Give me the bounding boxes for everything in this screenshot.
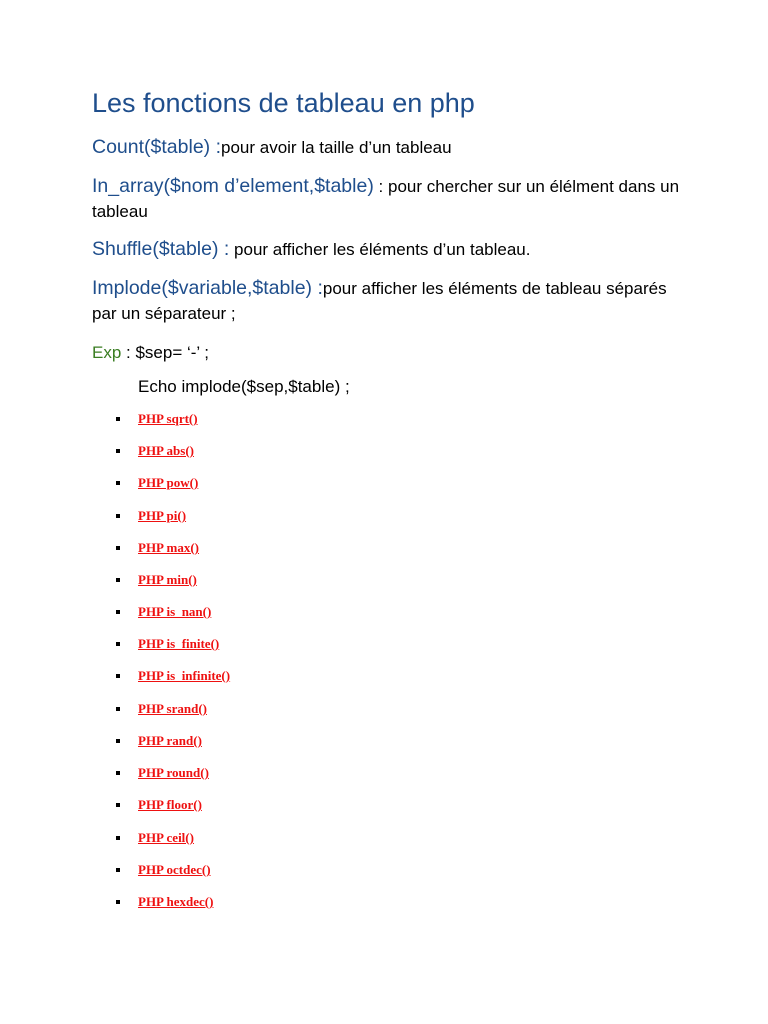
php-function-link[interactable]: PHP is_finite() bbox=[138, 636, 220, 651]
example-code-line-1: : $sep= ‘-’ ; bbox=[121, 343, 210, 362]
list-item bbox=[0, 442, 320, 462]
definition-function-name: Count($table) : bbox=[92, 136, 221, 158]
php-function-link[interactable]: PHP abs() bbox=[138, 443, 194, 458]
definition-shuffle bbox=[92, 237, 692, 262]
square-bullet-icon bbox=[116, 900, 120, 904]
php-function-link[interactable]: PHP min() bbox=[138, 572, 197, 587]
list-item bbox=[0, 603, 320, 623]
square-bullet-icon bbox=[116, 578, 120, 582]
list-item bbox=[0, 410, 320, 430]
list-item bbox=[0, 829, 320, 849]
square-bullet-icon bbox=[116, 771, 120, 775]
php-function-link[interactable]: PHP is_nan() bbox=[138, 604, 212, 619]
definition-implode bbox=[92, 276, 692, 326]
list-item bbox=[0, 861, 320, 881]
list-item bbox=[0, 893, 320, 913]
definition-description: pour afficher les éléments de tableau séparés par un séparateur ; bbox=[92, 279, 667, 323]
square-bullet-icon bbox=[116, 481, 120, 485]
definition-function-name: Implode($variable,$table) : bbox=[92, 277, 323, 299]
php-function-link[interactable]: PHP octdec() bbox=[138, 862, 211, 877]
square-bullet-icon bbox=[116, 868, 120, 872]
list-item bbox=[0, 571, 320, 591]
page-title: Les fonctions de tableau en php bbox=[92, 88, 475, 118]
php-function-link[interactable]: PHP pow() bbox=[138, 475, 199, 490]
square-bullet-icon bbox=[116, 610, 120, 614]
square-bullet-icon bbox=[116, 642, 120, 646]
square-bullet-icon bbox=[116, 739, 120, 743]
definition-description: : pour chercher sur un élélment dans un tableau bbox=[92, 177, 680, 221]
php-function-link[interactable]: PHP pi() bbox=[138, 508, 187, 523]
php-function-link[interactable]: PHP floor() bbox=[138, 797, 202, 812]
php-function-link[interactable]: PHP srand() bbox=[138, 701, 207, 716]
square-bullet-icon bbox=[116, 803, 120, 807]
square-bullet-icon bbox=[116, 449, 120, 453]
list-item bbox=[0, 507, 320, 527]
example-line bbox=[92, 341, 209, 365]
php-function-link[interactable]: PHP sqrt() bbox=[138, 411, 198, 426]
list-item bbox=[0, 635, 320, 655]
example-code-line-2: Echo implode($sep,$table) ; bbox=[138, 377, 350, 396]
square-bullet-icon bbox=[116, 674, 120, 678]
square-bullet-icon bbox=[116, 836, 120, 840]
list-item bbox=[0, 700, 320, 720]
definition-count bbox=[92, 135, 692, 160]
definition-in-array bbox=[92, 174, 692, 224]
definition-function-name: In_array($nom d’element,$table) bbox=[92, 175, 374, 197]
definition-function-name: Shuffle($table) : bbox=[92, 238, 230, 260]
definition-description: pour afficher les éléments d’un tableau. bbox=[229, 240, 531, 259]
php-function-link[interactable]: PHP hexdec() bbox=[138, 894, 214, 909]
php-function-link[interactable]: PHP is_infinite() bbox=[138, 668, 231, 683]
list-item bbox=[0, 796, 320, 816]
list-item bbox=[0, 474, 320, 494]
example-label: Exp bbox=[92, 343, 122, 362]
list-item bbox=[0, 732, 320, 752]
square-bullet-icon bbox=[116, 546, 120, 550]
list-item bbox=[0, 667, 320, 687]
php-function-link[interactable]: PHP rand() bbox=[138, 733, 202, 748]
square-bullet-icon bbox=[116, 707, 120, 711]
square-bullet-icon bbox=[116, 514, 120, 518]
definition-description: pour avoir la taille d’un tableau bbox=[221, 138, 452, 157]
php-function-link[interactable]: PHP round() bbox=[138, 765, 209, 780]
square-bullet-icon bbox=[116, 417, 120, 421]
php-function-link[interactable]: PHP ceil() bbox=[138, 830, 194, 845]
php-function-link[interactable]: PHP max() bbox=[138, 540, 200, 555]
list-item bbox=[0, 764, 320, 784]
list-item bbox=[0, 539, 320, 559]
